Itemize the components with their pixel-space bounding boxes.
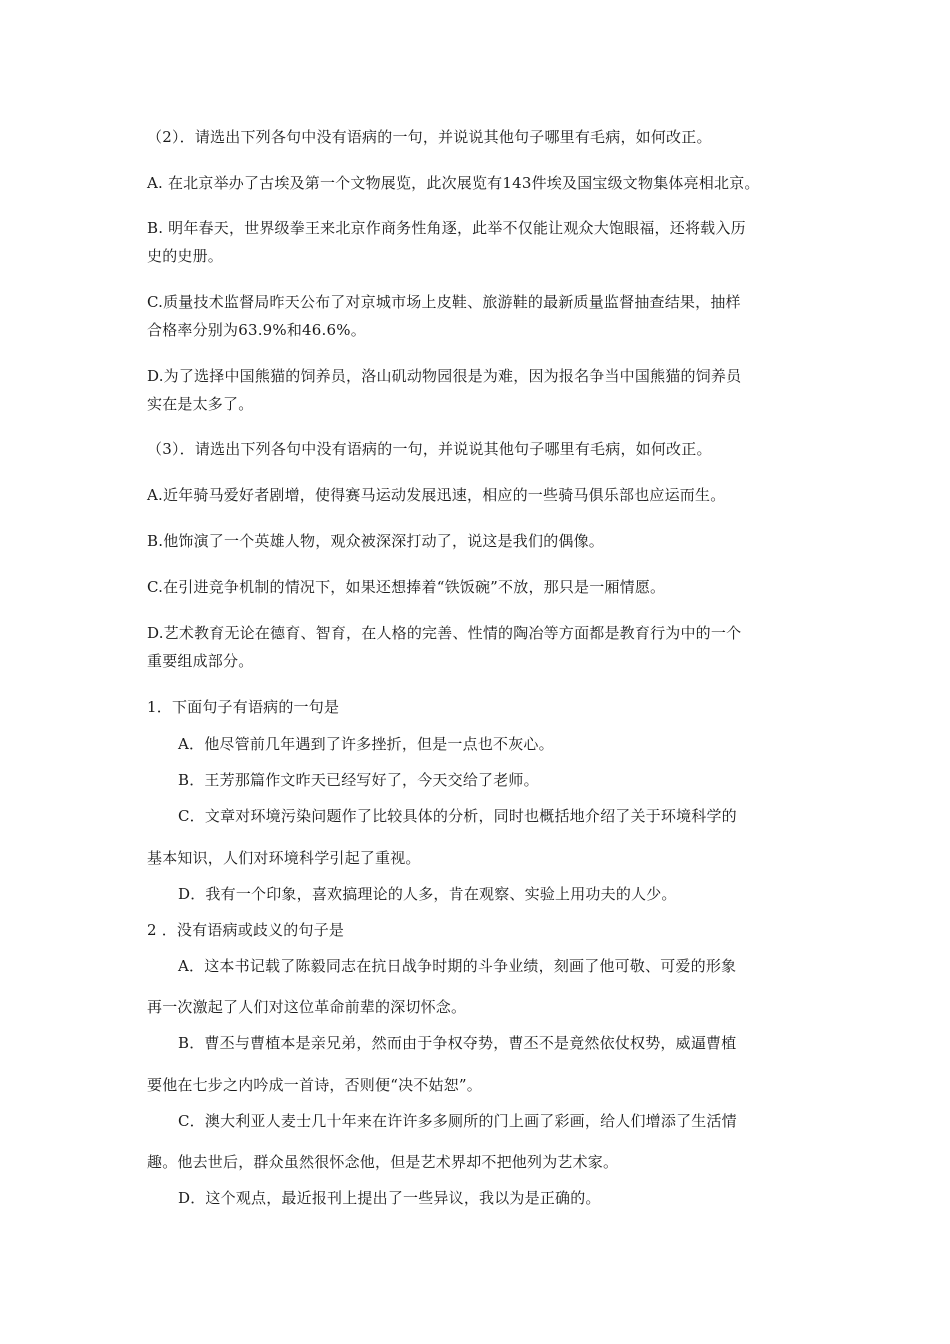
q3-option-a: A.近年骑马爱好者剧增，使得赛马运动发展迅速，相应的一些骑马俱乐部也应运而生。	[147, 486, 726, 504]
q2-option-b-line1: B. 明年春天，世界级拳王来北京作商务性角逐，此举不仅能让观众大饱眼福，还将载入历	[147, 219, 746, 237]
q3-option-d-line2: 重要组成部分。	[147, 652, 254, 670]
q3-option-d-line1: D.艺术教育无论在德育、智育，在人格的完善、性情的陶冶等方面都是教育行为中的一个	[147, 624, 742, 642]
e2-option-b-line2: 要他在七步之内吟成一首诗，否则便“决不姑恕”。	[147, 1076, 482, 1094]
q3-option-c: C.在引进竞争机制的情况下，如果还想捧着“铁饭碗”不放，那只是一厢情愿。	[147, 578, 666, 596]
e1-option-c-line1: C．文章对环境污染问题作了比较具体的分析，同时也概括地介绍了关于环境科学的	[178, 807, 737, 825]
e1-option-a: A．他尽管前几年遇到了许多挫折，但是一点也不灰心。	[178, 735, 554, 753]
e2-option-c-line1: C．澳大利亚人麦士几十年来在许许多多厕所的门上画了彩画，给人们增添了生活情	[178, 1112, 737, 1130]
e2-option-b-line1: B．曹丕与曹植本是亲兄弟，然而由于争权夺势，曹丕不是竟然依仗权势，威逼曹植	[178, 1034, 737, 1052]
q2-option-c-line1: C.质量技术监督局昨天公布了对京城市场上皮鞋、旅游鞋的最新质量监督抽查结果，抽样	[147, 293, 741, 311]
q2-option-a: A. 在北京举办了古埃及第一个文物展览，此次展览有143件埃及国宝级文物集体亮相北京。	[147, 174, 760, 192]
e2-prompt: 2 ．没有语病或歧义的句子是	[147, 921, 345, 939]
e1-prompt: 1．下面句子有语病的一句是	[147, 698, 340, 716]
e2-option-c-line2: 趣。他去世后，群众虽然很怀念他，但是艺术界却不把他列为艺术家。	[147, 1153, 619, 1171]
q3-option-b: B.他饰演了一个英雄人物，观众被深深打动了，说这是我们的偶像。	[147, 532, 604, 550]
q3-prompt: （3）．请选出下列各句中没有语病的一句，并说说其他句子哪里有毛病，如何改正。	[147, 440, 712, 458]
q2-option-c-line2: 合格率分别为63.9%和46.6%。	[147, 321, 366, 339]
e2-option-d: D．这个观点，最近报刊上提出了一些异议，我以为是正确的。	[178, 1189, 601, 1207]
q2-option-d-line1: D.为了选择中国熊猫的饲养员，洛山矶动物园很是为难，因为报名争当中国熊猫的饲养员	[147, 367, 742, 385]
e1-option-c-line2: 基本知识，人们对环境科学引起了重视。	[147, 849, 421, 867]
q2-prompt: （2）．请选出下列各句中没有语病的一句，并说说其他句子哪里有毛病，如何改正。	[147, 128, 712, 146]
q2-option-d-line2: 实在是太多了。	[147, 395, 254, 413]
q2-option-b-line2: 史的史册。	[147, 247, 224, 265]
e2-option-a-line2: 再一次激起了人们对这位革命前辈的深切怀念。	[147, 998, 467, 1016]
e2-option-a-line1: A．这本书记载了陈毅同志在抗日战争时期的斗争业绩，刻画了他可敬、可爱的形象	[178, 957, 737, 975]
e1-option-d: D．我有一个印象，喜欢搞理论的人多，肯在观察、实验上用功夫的人少。	[178, 885, 677, 903]
e1-option-b: B．王芳那篇作文昨天已经写好了，今天交给了老师。	[178, 771, 539, 789]
